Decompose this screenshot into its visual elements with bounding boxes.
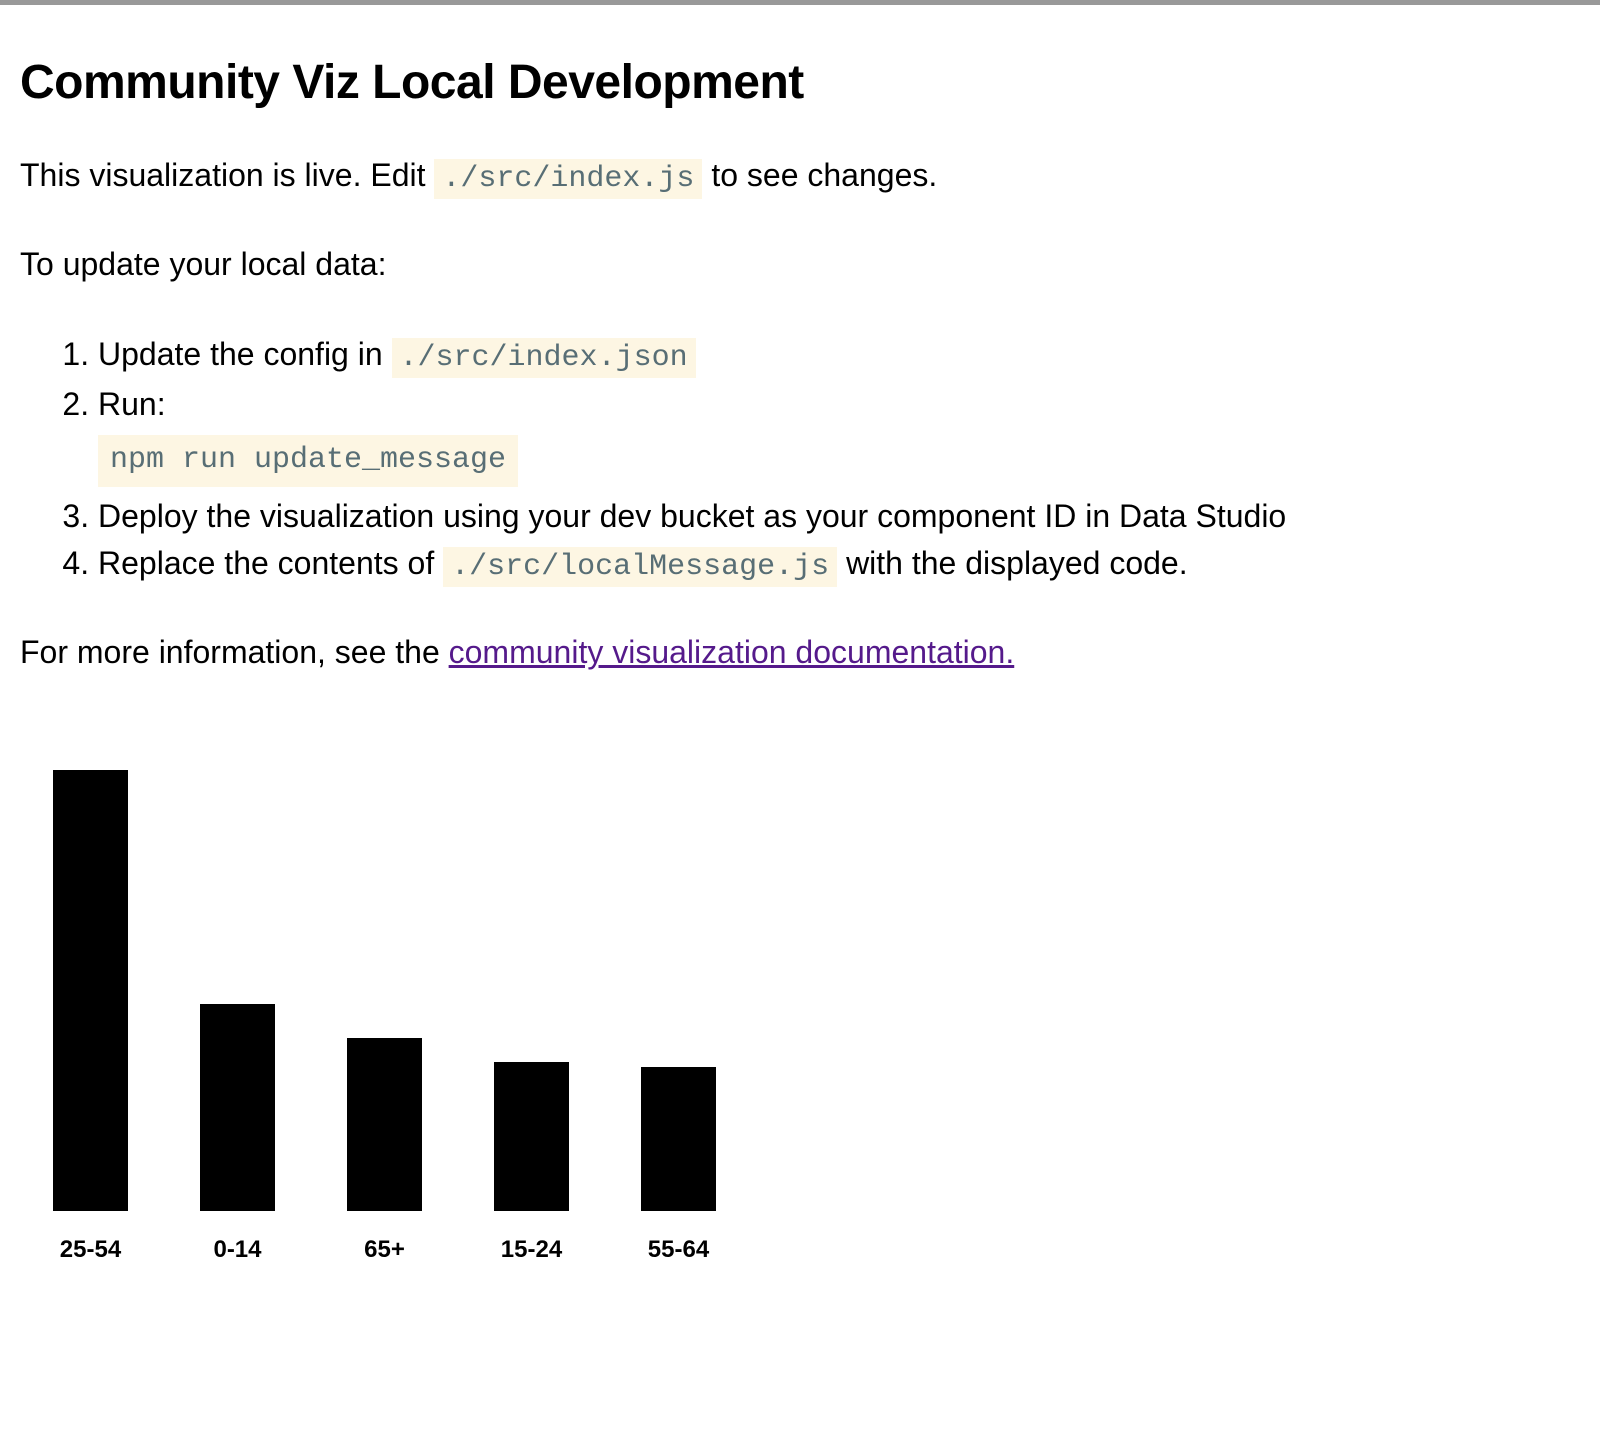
bar-label-0-14: 0-14 [213,1235,262,1263]
bar-label-55-64: 55-64 [647,1235,710,1263]
bar-0-14 [200,1004,275,1211]
intro-text-before: This visualization is live. Edit [20,156,435,193]
documentation-link[interactable]: community visualization documentation. [448,634,1015,671]
more-info-paragraph [20,629,1580,675]
step-run [98,381,1580,487]
step3-text: Deploy the visualization using your dev bucket as your component ID in Data Studio [98,498,1287,535]
npm-command-code-block: npm run update_message [98,435,518,487]
index-json-code-span: ./src/index.json [392,338,696,378]
bar-25-54 [53,770,128,1211]
step4-text-after: with the displayed code. [837,544,1188,581]
bar-65+ [347,1038,422,1211]
step4-text-before: Replace the contents of [98,544,444,581]
bar-label-65+: 65+ [364,1235,405,1263]
bar-55-64 [641,1067,716,1211]
step-replace-contents [98,540,1580,590]
bar-label-15-24: 15-24 [500,1235,563,1263]
index-js-code-span: ./src/index.js [434,159,702,199]
update-data-heading: To update your local data: [20,246,387,283]
step-update-config [98,331,1580,381]
local-message-code-span: ./src/localMessage.js [443,547,837,587]
intro-text-after: to see changes. [702,156,938,193]
step1-text-before: Update the config in [98,336,392,373]
bar-15-24 [494,1062,569,1211]
intro-paragraph [20,152,1580,202]
page-title: Community Viz Local Development [20,56,804,109]
step2-label: Run: [98,385,166,422]
step-deploy [98,493,1580,539]
steps-list [20,331,1580,589]
bar-label-25-54: 25-54 [59,1235,122,1263]
bar-chart [20,718,800,1273]
top-border-strip [0,0,1600,5]
more-info-text: For more information, see the [20,634,449,671]
